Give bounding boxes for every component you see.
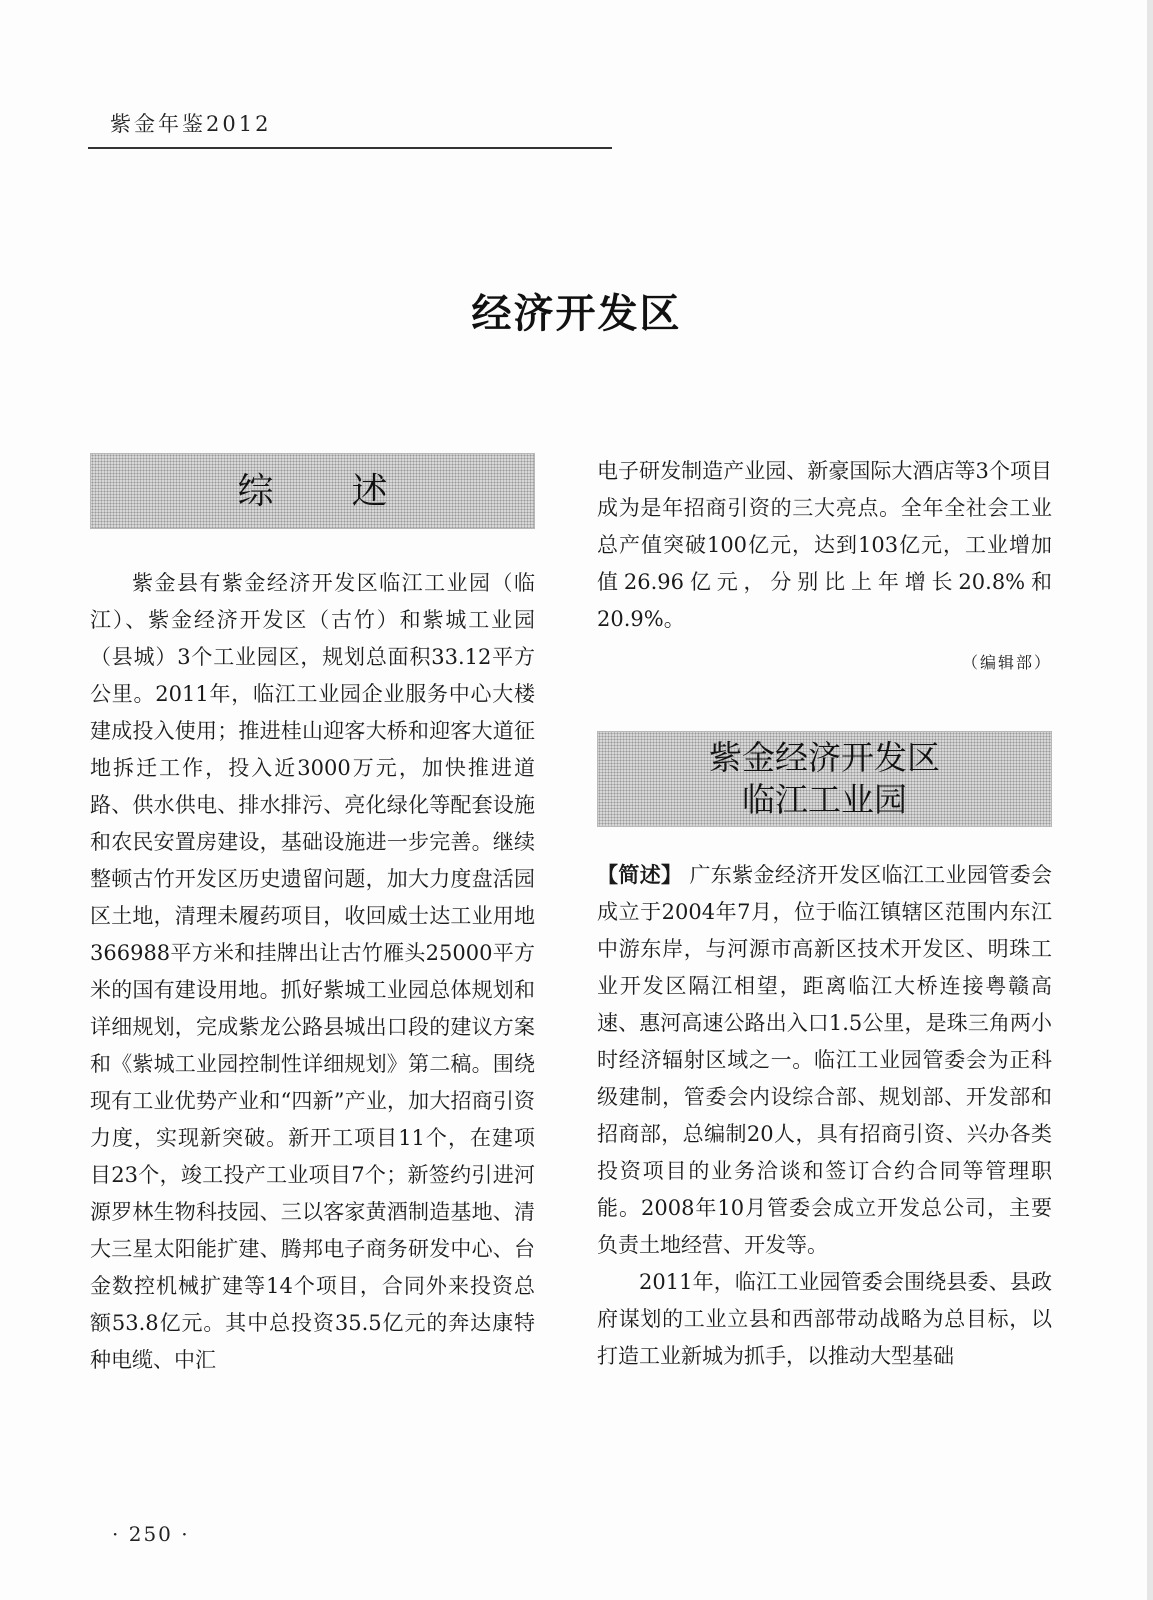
zone-paragraph-2: 2011年，临江工业园管委会围绕县委、县政府谋划的工业立县和西部带动战略为总目标，以打造工业新城为抓手，以推动大型基础 — [597, 1270, 1052, 1368]
zone-banner — [597, 731, 1052, 827]
zone-banner-line1: 紫金经济开发区 — [709, 738, 940, 777]
zone-lead-paragraph — [597, 857, 1052, 1264]
summary-banner — [90, 453, 535, 529]
editor-credit: （编辑部） — [961, 653, 1052, 672]
running-head: 紫金年鉴2012 — [110, 112, 272, 136]
page-number: · 250 · — [112, 1522, 190, 1546]
header-rule — [88, 147, 612, 149]
summary-paragraph: 紫金县有紫金经济开发区临江工业园（临江）、紫金经济开发区（古竹）和紫城工业园（县城）3个工业园区，规划总面积33.12平方公里。2011年，临江工业园企业服务中心大楼建成投入使用；推进桂山迎客大桥和迎客大道征地拆迁工作，投入近3000万元，加快推进道路、供水供电、排水排污、亮化绿化等配套设施和农民安置房建设，基础设施进一步完善。继续整顿古竹开发区历史遗留问题，加大力度盘活园区土地，清理未履药项目，收回威士达工业用地366988平方米和挂牌出让古竹雁头25000平方米的国有建设用地。抓好紫城工业园总体规划和详细规划，完成紫龙公路县城出口段的建议方案和《紫城工业园控制性详细规划》第二稿。围绕现有工业优势产业和“四新”产业，加大招商引资力度，实现新突破。新开工项目11个，在建项目23个，竣工投产工业项目7个；新签约引进河源罗林生物科技园、三以客家黄酒制造基地、清大三星太阳能扩建、腾邦电子商务研发中心、台金数控机械扩建等14个项目，合同外来投资总额53.8亿元。其中总投资35.5亿元的奔达康特种电缆、中汇 — [90, 571, 535, 1372]
zone-lead-text: 广东紫金经济开发区临江工业园管委会成立于2004年7月，位于临江镇辖区范围内东江中游东岸，与河源市高新区技术开发区、明珠工业开发区隔江相望，距离临江大桥连接粤赣高速、惠河高速公路出入口1.5公里，是珠三角两小时经济辐射区域之一。临江工业园管委会为正科级建制，管委会内设综合部、规划部、开发部和招商部，总编制20人，具有招商引资、兴办各类投资项目的业务洽谈和签订合约合同等管理职能。2008年10月管委会成立开发总公司，主要负责土地经营、开发等。 — [597, 863, 1053, 1257]
zone-lead-tag: 【简述】 — [597, 863, 683, 887]
zone-banner-line2: 临江工业园 — [742, 780, 907, 819]
summary-continuation: 电子研发制造产业园、新豪国际大酒店等3个项目成为是年招商引资的三大亮点。全年全社会工业总产值突破100亿元，达到103亿元，工业增加值26.96亿元，分别比上年增长20.8%和20.9%。 — [597, 459, 1052, 631]
right-column — [597, 453, 1052, 1375]
summary-banner-label: 综述 — [237, 470, 466, 512]
section-title: 经济开发区 — [471, 291, 682, 337]
left-column — [90, 453, 535, 1379]
